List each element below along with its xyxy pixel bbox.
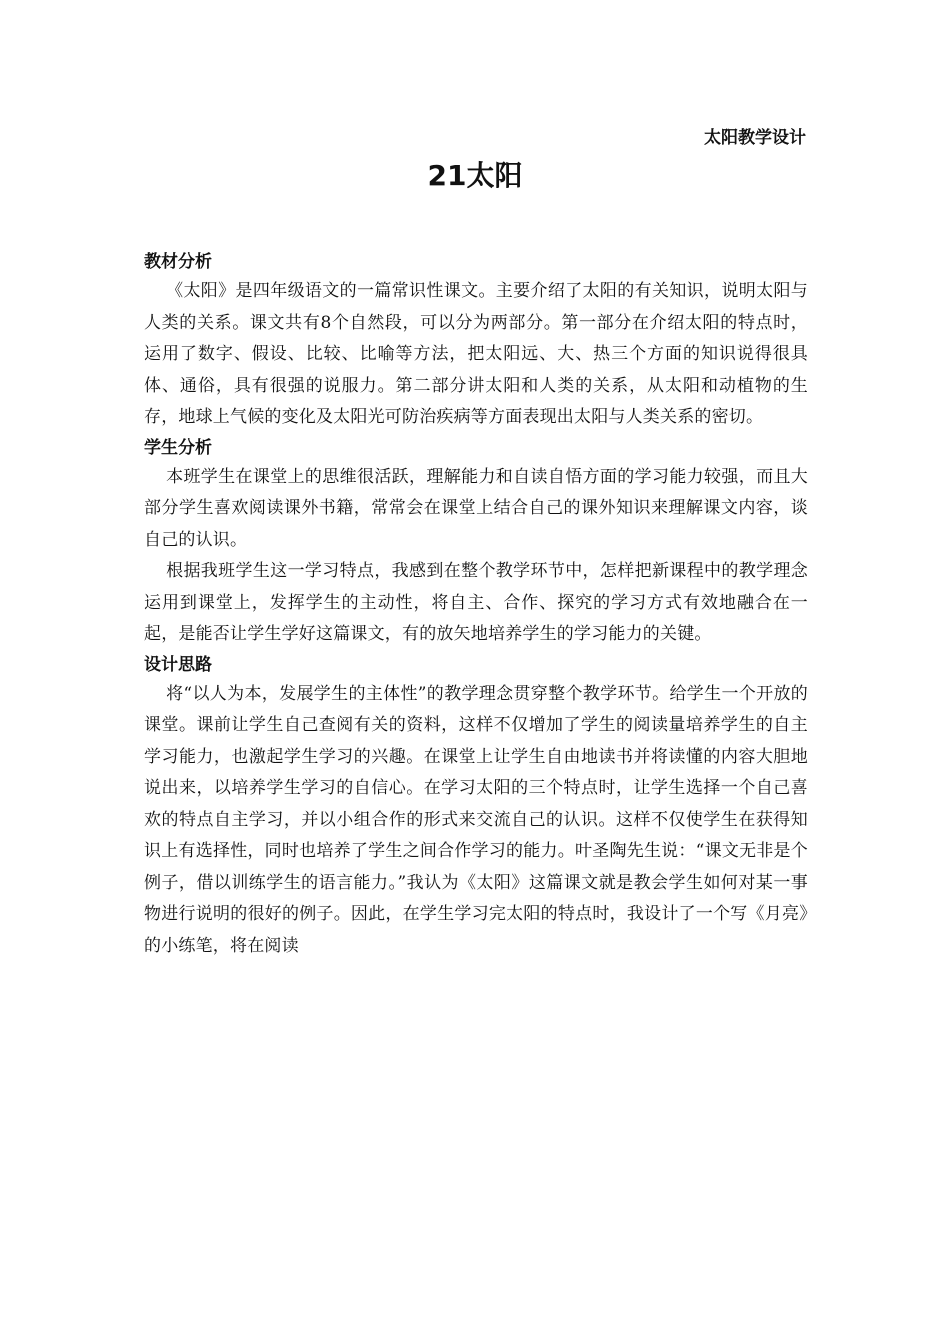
paragraph: 根据我班学生这一学习特点，我感到在整个教学环节中，怎样把新课程中的教学理念运用到课堂上，发挥学生的主动性，将自主、合作、探究的学习方式有效地融合在一起，是能否让学生学好这篇课文，有的放矢地培养学生的学习能力的关键。 [144, 561, 808, 644]
section-heading: 教材分析 [144, 252, 212, 272]
paragraph: 本班学生在课堂上的思维很活跃，理解能力和自读自悟方面的学习能力较强，而且大部分学生喜欢阅读课外书籍，常常会在课堂上结合自己的课外知识来理解课文内容，谈自己的认识。 [144, 466, 808, 550]
section-students [144, 434, 808, 651]
section-heading: 设计思路 [144, 654, 212, 675]
paragraph: 《太阳》是四年级语文的一篇常识性课文。主要介绍了太阳的有关知识，说明太阳与人类的关系。课文共有8个自然段，可以分为两部分。第一部分在介绍太阳的特点时，运用了数字、假设、比较、比喻等方法，把太阳远、大、热三个方面的知识说得很具体、通俗，具有很强的说服力。第二部分讲太阳和人类的关系，从太阳和动植物的生存，地球上气候的变化及太阳光可防治疾病等方面表现出太阳与人类关系的密切。 [144, 281, 808, 427]
section-heading: 学生分析 [144, 437, 212, 458]
section-design [144, 651, 808, 963]
section-materials [144, 248, 808, 434]
document-body [144, 248, 808, 962]
document-title: 21太阳 [427, 159, 523, 192]
running-header: 太阳教学设计 [704, 128, 806, 148]
paragraph: 将“以人为本，发展学生的主体性”的教学理念贯穿整个教学环节。给学生一个开放的课堂。课前让学生自己查阅有关的资料，这样不仅增加了学生的阅读量培养学生的自主学习能力，也激起学生学习的兴趣。在课堂上让学生自由地读书并将读懂的内容大胆地说出来，以培养学生学习的自信心。在学习太阳的三个特点时，让学生选择一个自己喜欢的特点自主学习，并以小组合作的形式来交流自己的认识。这样不仅使学生在获得知识上有选择性，同时也培养了学生之间合作学习的能力。叶圣陶先生说：“课文无非是个例子，借以训练学生的语言能力。”我认为《太阳》这篇课文就是教会学生如何对某一事物进行说明的很好的例子。因此，在学生学习完太阳的特点时，我设计了一个写《月亮》的小练笔，将在阅读 [144, 683, 808, 956]
